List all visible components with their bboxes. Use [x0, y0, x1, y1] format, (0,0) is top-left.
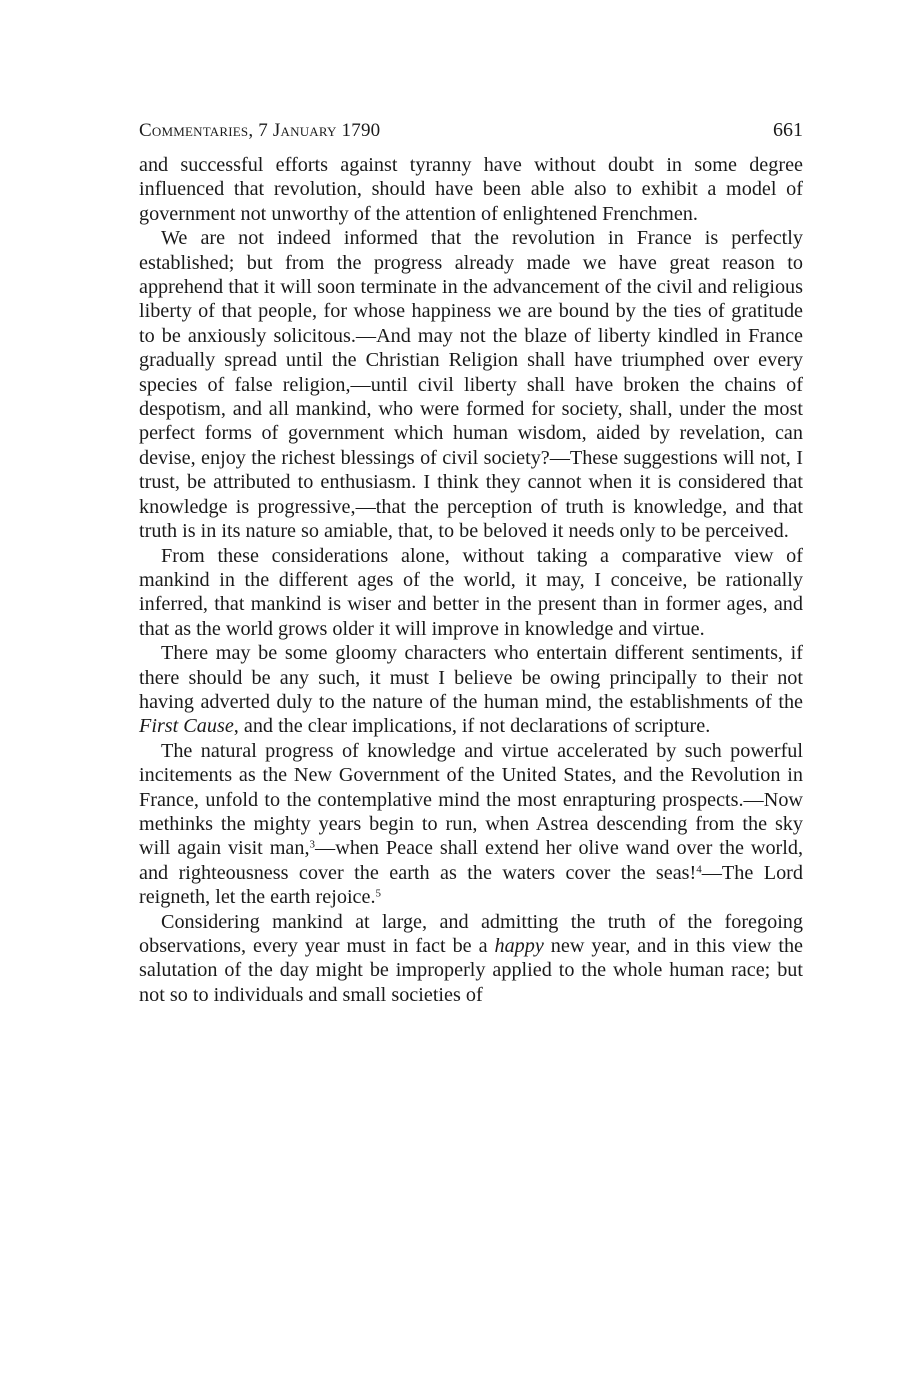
paragraph-text: , and the clear implications, if not declarations of scripture. — [233, 715, 711, 738]
paragraph-text: There may be some gloomy characters who entertain different sentiments, if there should be any such, it must I believe be owing principally to their not having adverted duly to the nature of the human mind, the establishments of the — [139, 642, 803, 713]
paragraph-2 — [139, 226, 803, 543]
paragraph-text: and successful efforts against tyranny have without doubt in some degree influenced that revolution, should have been able also to exhibit a model of government not unworthy of the attention of enlightened Frenchmen. — [139, 154, 803, 225]
paragraph-1 — [139, 153, 803, 226]
paragraph-5 — [139, 739, 803, 910]
running-header — [139, 118, 803, 143]
paragraph-text: Considering mankind at large, and admitting the truth of the foregoing observations, every year must in fact be a — [139, 910, 803, 957]
footnote-marker: 3 — [309, 838, 316, 851]
paragraph-text: We are not indeed informed that the revolution in France is perfectly established; but from the progress already made we have great reason to apprehend that it will soon terminate in the advancement of the civil and religious liberty of that people, for whose happiness we are bound by the ties of gratitude to be anxiously solicitous.—And may not the blaze of liberty kindled in France gradually spread until the Christian Religion shall have triumphed over every species of false religion,—until civil liberty shall have broken the chains of despotism, and all mankind, who were formed for society, shall, under the most perfect forms of government which human wisdom, aided by revelation, can devise, enjoy the richest blessings of civil society?—These suggestions will not, I trust, be attributed to enthusiasm. I think they cannot when it is considered that knowledge is progressive,—that the perception of truth is knowledge, and that truth is in its nature so amiable, that, to be beloved it needs only to be perceived. — [139, 227, 803, 543]
running-head-title: Commentaries, 7 January 1790 — [139, 120, 381, 141]
body-text — [139, 153, 803, 1007]
page-number: 661 — [773, 119, 803, 141]
document-page — [139, 118, 803, 1007]
footnote-marker: 4 — [696, 863, 702, 876]
paragraph-text: —The Lord reigneth, let the earth rejoice. — [139, 861, 803, 909]
paragraph-3 — [139, 544, 803, 642]
italic-text: happy — [494, 935, 544, 957]
paragraph-text: new year, and in this view the salutation of the day might be improperly applied to the whole human race; but not so to individuals and small societies of — [139, 935, 804, 1006]
paragraph-6 — [139, 910, 803, 1008]
paragraph-text: The natural progress of knowledge and virtue accelerated by such powerful incitements as the New Government of the United States, and the Revolution in France, unfold to the contemplative mind the most enrapturing prospects.—Now methinks the mighty years begin to run, when Astrea descending from the sky will again visit man, — [139, 739, 803, 860]
paragraph-text: From these considerations alone, without taking a comparative view of mankind in the different ages of the world, it may, I conceive, be rationally inferred, that mankind is wiser and better in the present than in former ages, and that as the world grows older it will improve in knowledge and virtue. — [139, 544, 803, 640]
paragraph-4 — [139, 641, 803, 739]
paragraph-text: —when Peace shall extend her olive wand over the world, and righteousness cover the earth as the waters cover the seas! — [139, 837, 804, 884]
italic-text: First Cause — [139, 715, 234, 738]
footnote-marker: 5 — [375, 887, 382, 900]
